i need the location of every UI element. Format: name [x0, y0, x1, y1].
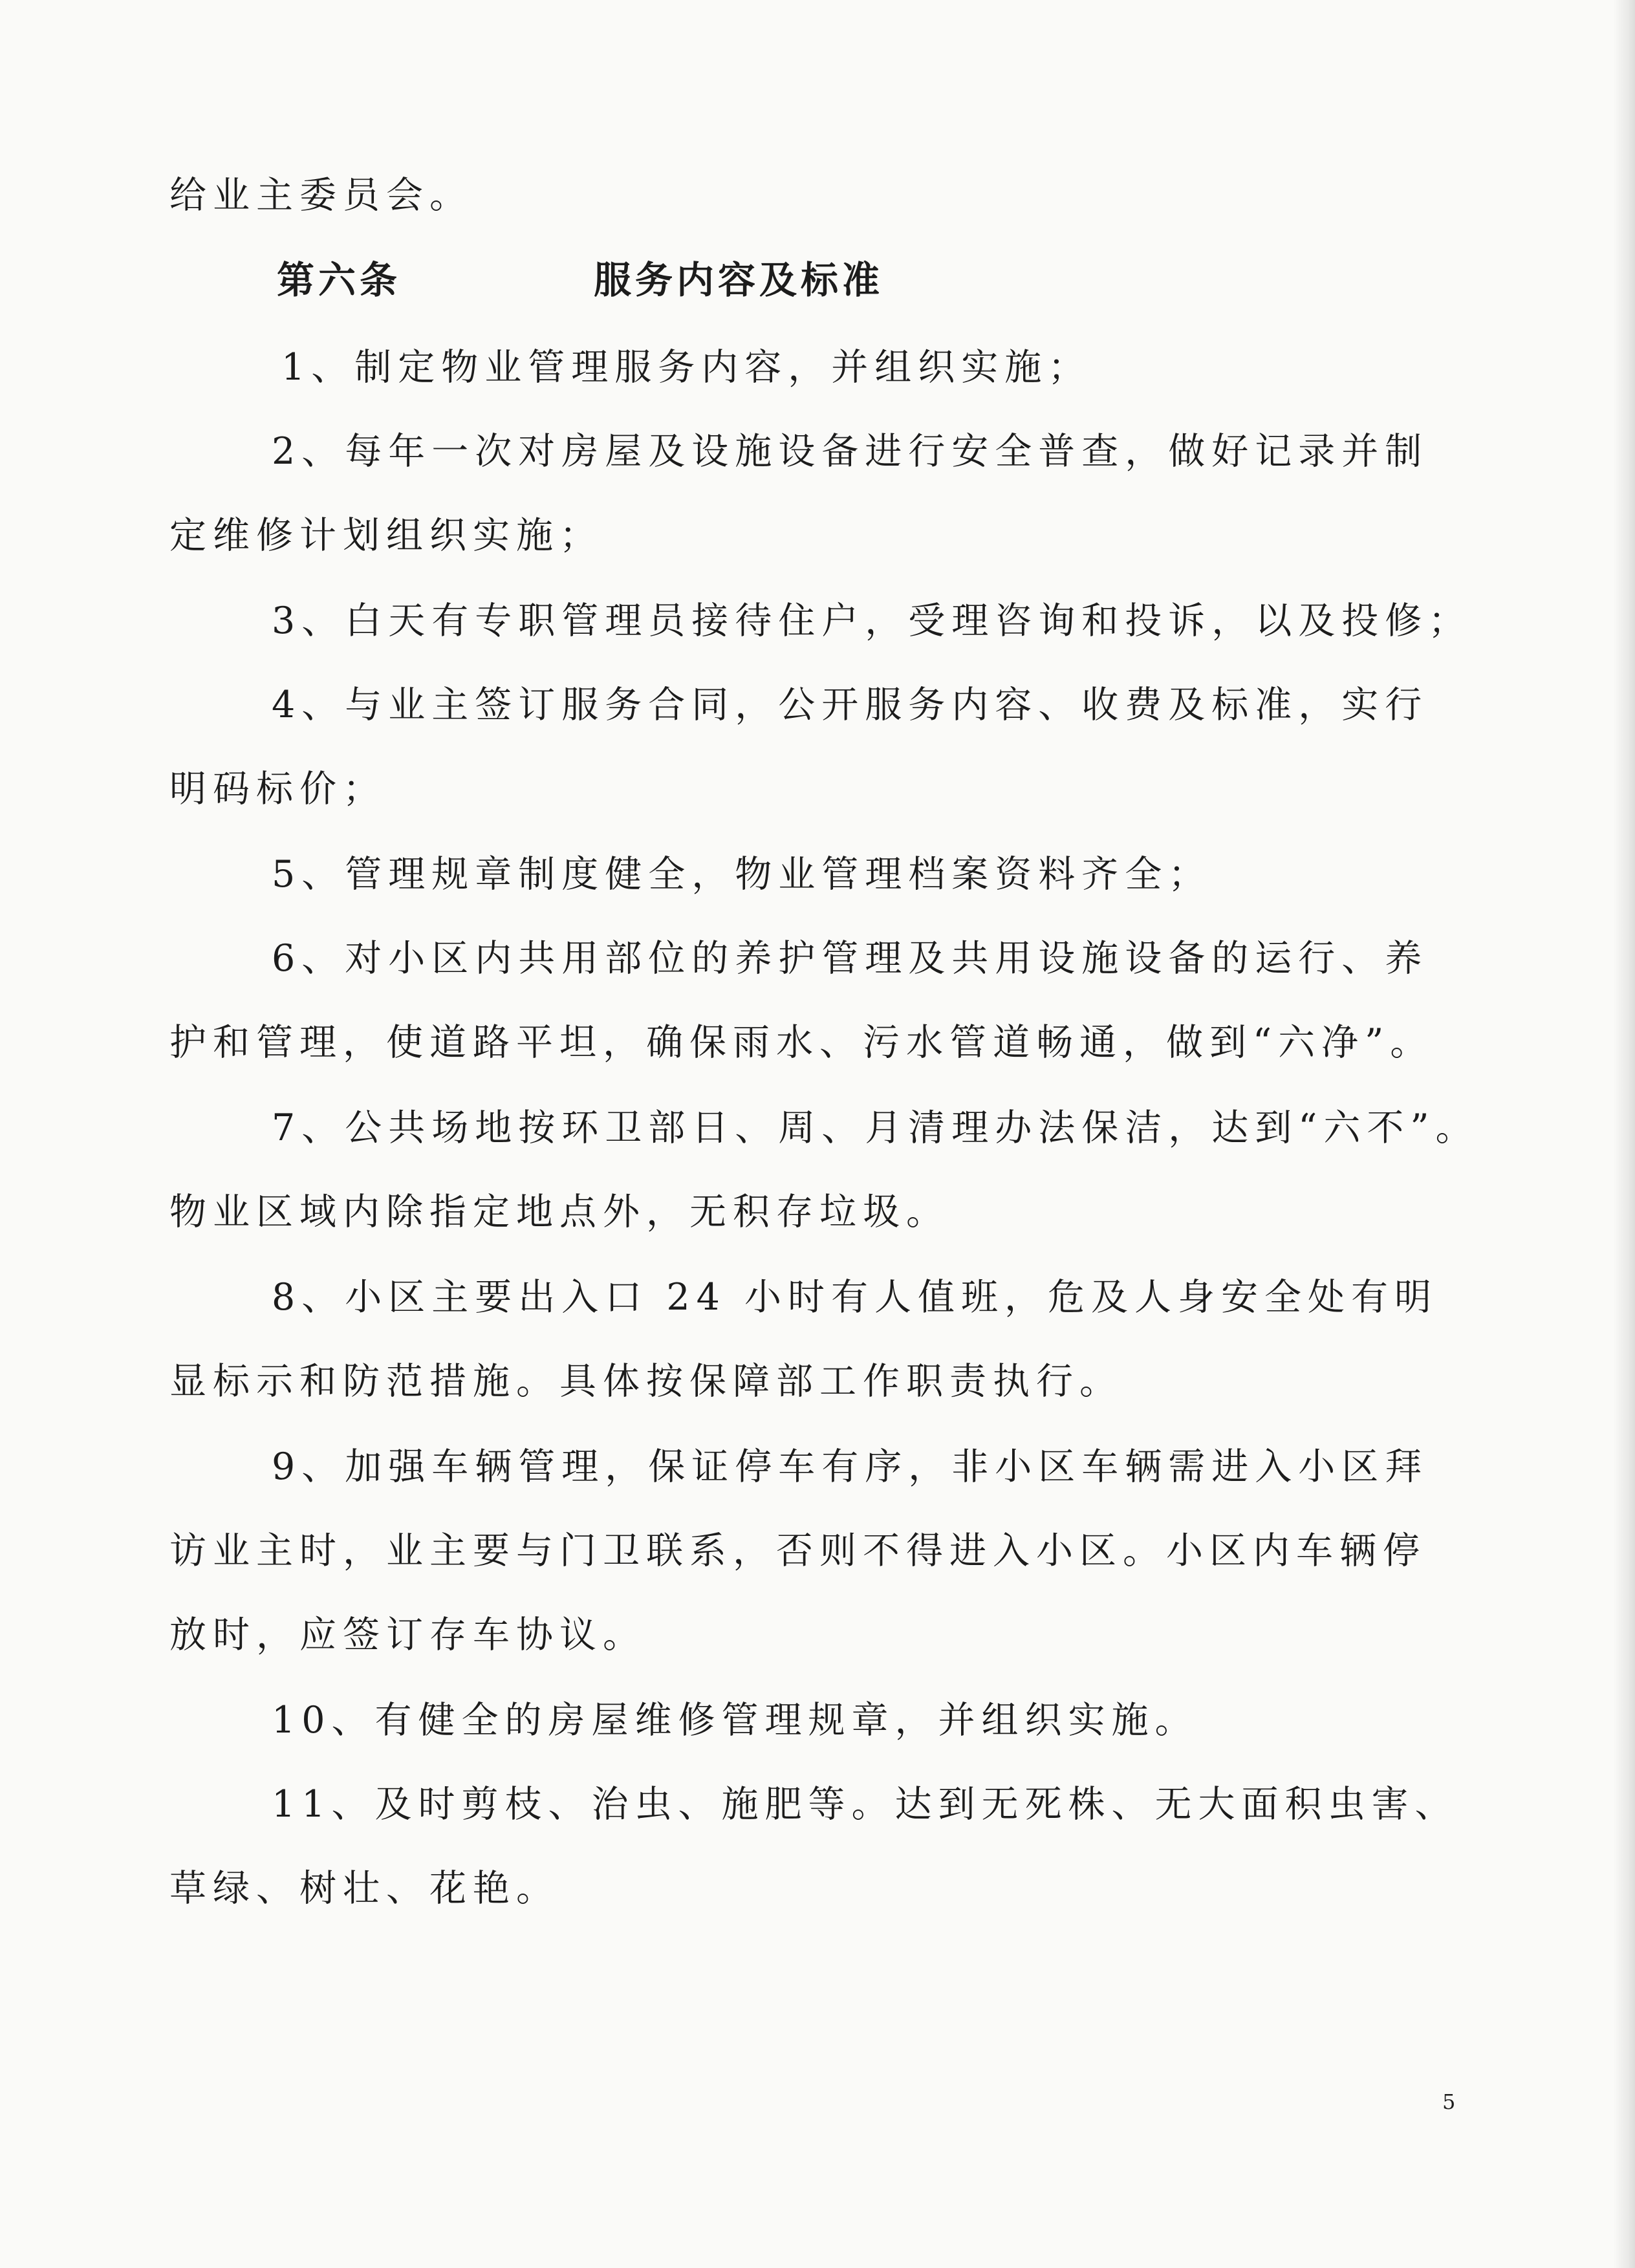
article-title: 服务内容及标准 — [594, 258, 884, 302]
text-line: 定维修计划组织实施； — [169, 514, 603, 557]
article-number: 第六条 — [277, 258, 402, 302]
text-line: 6、对小区内共用部位的养护管理及共用设施设备的运行、养 — [272, 937, 1429, 980]
text-line: 访业主时，业主要与门卫联系，否则不得进入小区。小区内车辆停 — [169, 1529, 1426, 1572]
text-line: 5、管理规章制度健全，物业管理档案资料齐全； — [272, 853, 1212, 896]
scan-shadow-edge — [1613, 0, 1635, 2268]
page-number: 5 — [1442, 2090, 1456, 2114]
text-line: 8、小区主要出入口 24 小时有人值班，危及人身安全处有明 — [272, 1276, 1438, 1319]
text-line: 7、公共场地按环卫部日、周、月清理办法保洁，达到“六不”。 — [272, 1107, 1479, 1149]
text-line: 9、加强车辆管理，保证停车有序，非小区车辆需进入小区拜 — [272, 1445, 1429, 1488]
text-line: 草绿、树壮、花艳。 — [169, 1867, 559, 1910]
text-line: 11、及时剪枝、治虫、施肥等。达到无死株、无大面积虫害、 — [272, 1783, 1458, 1826]
text-line: 3、白天有专职管理员接待住户，受理咨询和投诉，以及投修； — [272, 599, 1472, 642]
text-line: 明码标价； — [169, 768, 386, 810]
text-line: 2、每年一次对房屋及设施设备进行安全普查，做好记录并制 — [272, 430, 1429, 473]
text-line: 物业区域内除指定地点外，无积存垃圾。 — [169, 1191, 949, 1233]
text-line: 显标示和防范措施。具体按保障部工作职责执行。 — [169, 1360, 1123, 1403]
text-line: 给业主委员会。 — [169, 174, 473, 217]
text-line: 护和管理，使道路平坦，确保雨水、污水管道畅通，做到“六净”。 — [169, 1021, 1434, 1064]
text-line: 4、与业主签订服务合同，公开服务内容、收费及标准，实行 — [272, 684, 1429, 726]
text-line: 放时，应签订存车协议。 — [169, 1614, 646, 1656]
text-line: 1、制定物业管理服务内容，并组织实施； — [281, 346, 1092, 389]
text-line: 10、有健全的房屋维修管理规章，并组织实施。 — [272, 1699, 1198, 1742]
